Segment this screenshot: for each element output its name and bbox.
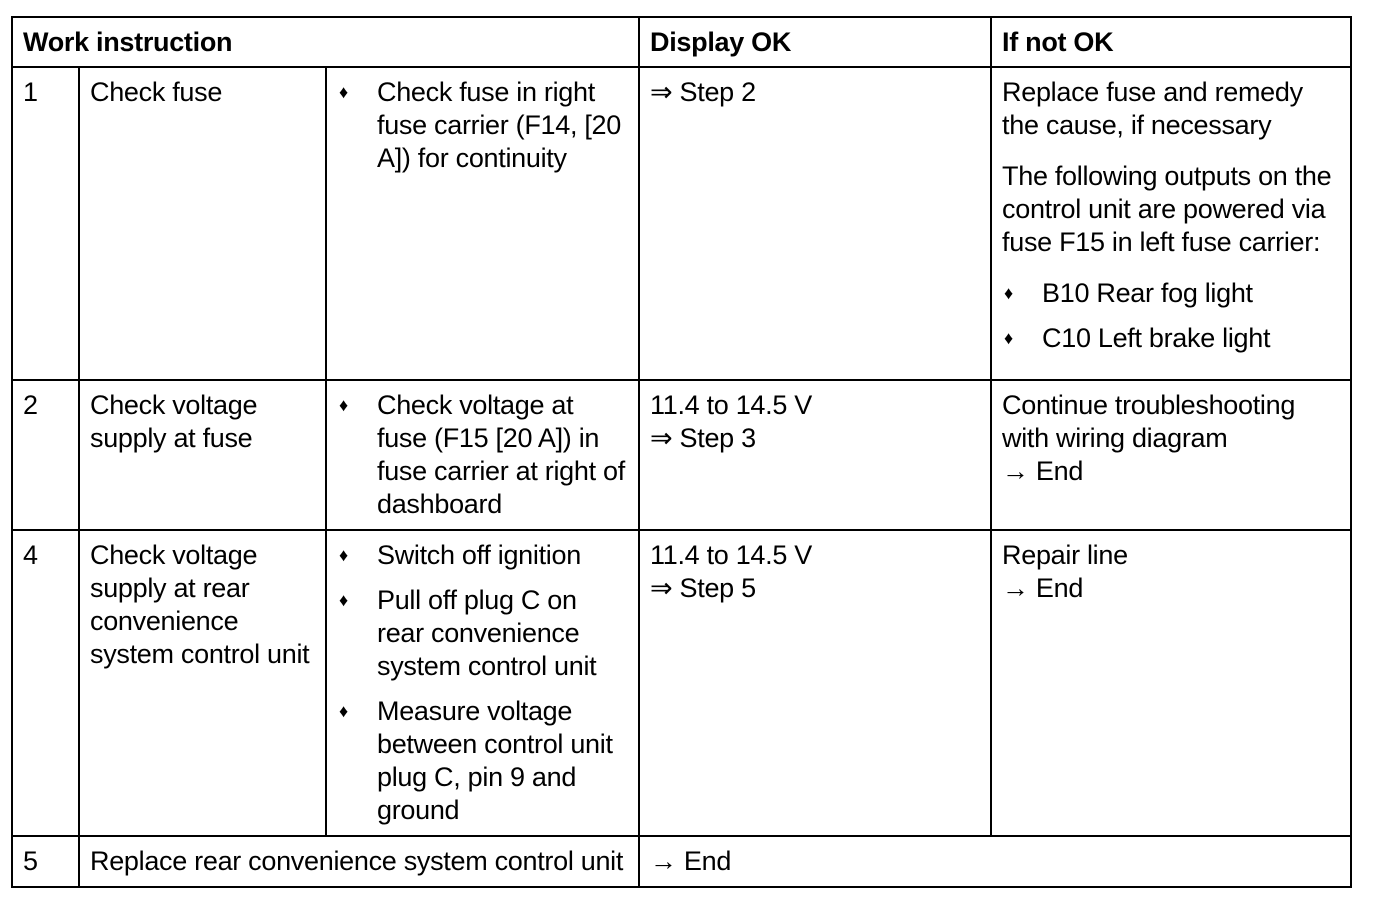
- table-header-row: [12, 17, 1351, 67]
- step-title: Check fuse: [79, 67, 326, 380]
- bullet-diamond-icon: ♦: [339, 590, 348, 610]
- step-instructions: [326, 67, 639, 380]
- step-number: 2: [12, 380, 79, 530]
- step-title: Replace rear convenience system control unit: [79, 836, 639, 887]
- not-ok-list-item: ♦ C10 Left brake light: [1004, 323, 1271, 353]
- if-not-ok-cell: [991, 67, 1351, 380]
- display-ok-cell: [639, 836, 1351, 887]
- if-not-ok-cell: [991, 380, 1351, 530]
- instruction-item: ♦ Pull off plug C on rear convenience system control unit: [339, 585, 597, 681]
- work-instruction-table: [11, 16, 1352, 888]
- step-number: 1: [12, 67, 79, 380]
- bullet-diamond-icon: ♦: [339, 701, 348, 721]
- header-display-ok: Display OK: [639, 17, 991, 67]
- not-ok-text: Repair line: [1002, 540, 1128, 570]
- display-ok-text: ⇒ Step 3: [650, 423, 756, 453]
- table-row: [12, 836, 1351, 887]
- step-title: Check voltage supply at rear convenience system control unit: [79, 530, 326, 836]
- header-if-not-ok: If not OK: [991, 17, 1351, 67]
- bullet-diamond-icon: ♦: [1004, 283, 1013, 303]
- table-row: [12, 67, 1351, 380]
- not-ok-text: → End: [1002, 573, 1084, 603]
- bullet-diamond-icon: ♦: [339, 82, 348, 102]
- not-ok-paragraph: The following outputs on the control unit are powered via fuse F15 in left fuse carrier:: [1002, 161, 1332, 257]
- display-ok-cell: [639, 530, 991, 836]
- instruction-item: ♦ Check voltage at fuse (F15 [20 A]) in fuse carrier at right of dashboard: [339, 390, 625, 519]
- step-instructions: [326, 530, 639, 836]
- table-row: [12, 530, 1351, 836]
- display-ok-text: 11.4 to 14.5 V: [650, 540, 812, 570]
- not-ok-paragraph: Replace fuse and remedy the cause, if necessary: [1002, 77, 1303, 140]
- bullet-diamond-icon: ♦: [339, 395, 348, 415]
- step-number: 4: [12, 530, 79, 836]
- not-ok-list-item: ♦ B10 Rear fog light: [1004, 278, 1253, 308]
- instruction-item: ♦ Switch off ignition: [339, 540, 581, 570]
- bullet-diamond-icon: ♦: [339, 545, 348, 565]
- display-ok-cell: [639, 380, 991, 530]
- instruction-item: ♦ Measure voltage between control unit plug C, pin 9 and ground: [339, 696, 613, 825]
- step-number: 5: [12, 836, 79, 887]
- step-instructions: [326, 380, 639, 530]
- if-not-ok-cell: [991, 530, 1351, 836]
- work-instruction-document: [11, 16, 1352, 888]
- display-ok-text: ⇒ Step 2: [650, 77, 756, 107]
- not-ok-text: Continue troubleshooting with wiring diagram: [1002, 390, 1296, 453]
- display-ok-text: → End: [650, 846, 732, 876]
- display-ok-text: ⇒ Step 5: [650, 573, 756, 603]
- not-ok-text: → End: [1002, 456, 1084, 486]
- instruction-item: ♦ Check fuse in right fuse carrier (F14, [20 A]) for continuity: [339, 77, 621, 173]
- display-ok-text: 11.4 to 14.5 V: [650, 390, 812, 420]
- step-title: Check voltage supply at fuse: [79, 380, 326, 530]
- display-ok-cell: [639, 67, 991, 380]
- header-work-instruction: Work instruction: [12, 17, 639, 67]
- table-row: [12, 380, 1351, 530]
- bullet-diamond-icon: ♦: [1004, 328, 1013, 348]
